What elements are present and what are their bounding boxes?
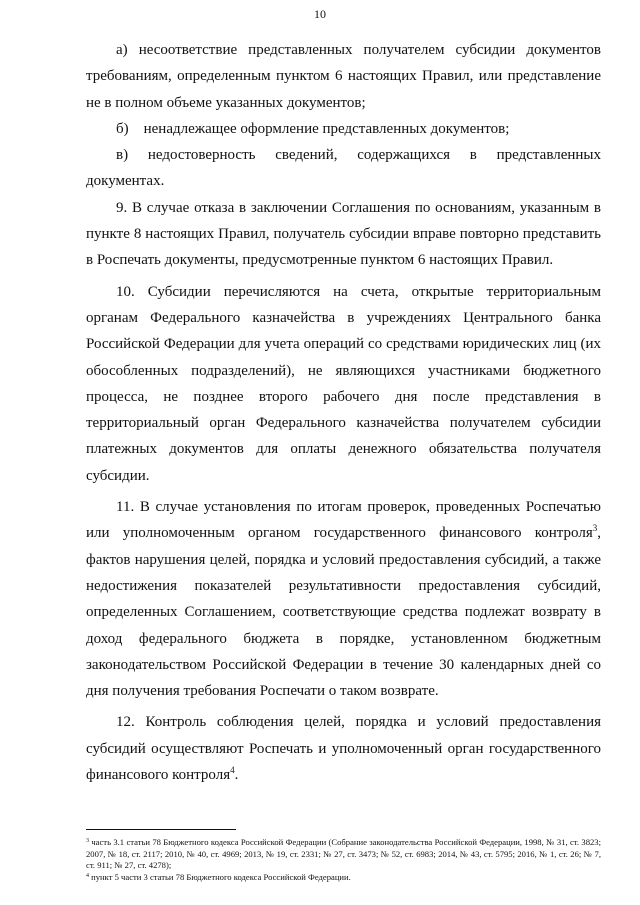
footnote-text-4: пункт 5 части 3 статьи 78 Бюджетного кодекса Российской Федерации. xyxy=(89,871,351,882)
footnote-mark-4: 4 xyxy=(86,872,89,879)
footnote-ref-4: 4 xyxy=(230,765,235,776)
footnote-mark-3: 3 xyxy=(86,838,89,844)
footnote-ref-3: 3 xyxy=(592,523,598,534)
paragraph-10: 10. Субсидии перечисляются на счета, открытые территориальным органам Федерального казначейства в учреждениях Центрального банка Российской Федерации для учета операций со средствами юридических лиц (их обособленных подразделений), не являющихся участниками бюджетного процесса, не позднее второго рабочего дня после представления в территориальный орган Федерального казначейства получателем субсидии платежных документов для оплаты денежного обязательства получателя субсидии. xyxy=(86,283,601,484)
footnote-text-3: часть 3.1 статьи 78 Бюджетного кодекса Российской Федерации (Собрание законодательства Российской Федерации, 1998, № 31, ст. 3823; 2007, № 18, ст. 2117; 2010, № 40, ст. 4969; 2013, № 19, ст. 2331; № 27, ст. 3473; № 52, ст. 6983; 2014, № 43, ст. 5795; 2016, № 1, ст. 26; № 7, ст. 911; № 27, ст. 4278); xyxy=(86,837,601,871)
paragraph-11 xyxy=(86,494,601,704)
footnote-divider xyxy=(86,829,236,830)
list-item-b: б) ненадлежащее оформление представленных документов; xyxy=(116,120,510,137)
paragraph-12 xyxy=(86,709,601,788)
footnote-3 xyxy=(86,837,601,872)
list-item-v: в) недостоверность сведений, содержащихся в представленных документах. xyxy=(86,147,605,190)
list-item-a: а) несоответствие представленных получателем субсидии документов требованиям, определенным пунктом 6 настоящих Правил, или представление не в полном объеме указанных документов; xyxy=(86,42,601,111)
paragraph-9: 9. В случае отказа в заключении Соглашения по основаниям, указанным в пункте 8 настоящих Правил, получатель субсидии вправе повторно представить в Роспечать документы, предусмотренные пунктом 6 настоящих Правил. xyxy=(86,199,601,269)
paragraph-11-text-2: , фактов нарушения целей, порядка и условий предоставления субсидий, а также недостижения показателей результативности предоставления субсидий, определенных Соглашением, соответствующие средства подлежат возврату в доход федерального бюджета в порядке, установленном бюджетным законодательством Российской Федерации в течение 30 календарных дней со дня получения требования Роспечати о таком возврате. xyxy=(86,525,601,700)
footnotes xyxy=(86,837,601,883)
paragraph-12-text: 12. Контроль соблюдения целей, порядка и условий предоставления субсидий осуществляют Роспечать и уполномоченный орган государственного финансового контроля xyxy=(86,714,601,784)
document-body xyxy=(86,37,605,788)
footnote-4 xyxy=(86,872,601,884)
page-number: 10 xyxy=(314,7,326,21)
paragraph-11-text-1: 11. В случае установления по итогам проверок, проведенных Роспечатью или уполномоченным органом государственного финансового контроля xyxy=(86,499,601,542)
paragraph-12-end: . xyxy=(234,767,239,784)
